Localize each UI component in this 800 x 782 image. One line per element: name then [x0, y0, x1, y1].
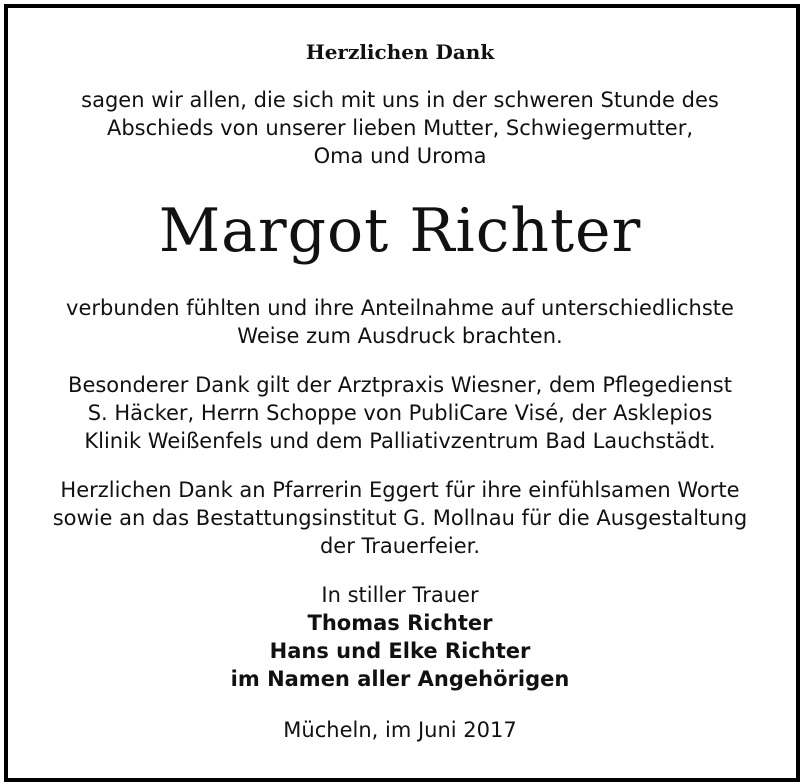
intro-line-2: Abschieds von unserer lieben Mutter, Schwiegermutter, [106, 116, 694, 140]
deceased-name: Margot Richter [158, 196, 642, 266]
para3-line-1: Herzlichen Dank an Pfarrerin Eggert für ihre einfühlsamen Worte [60, 478, 740, 502]
mourner-name: Thomas Richter [307, 611, 493, 635]
para1-line-2: Weise zum Ausdruck brachten. [237, 324, 563, 348]
intro-line-1: sagen wir allen, die sich mit uns in der schweren Stunde des [81, 88, 719, 112]
mourner-name: Hans und Elke Richter [269, 639, 531, 663]
intro-line-3: Oma und Uroma [313, 144, 487, 168]
para3-line-2: sowie an das Bestattungsinstitut G. Mollnau für die Ausgestaltung [52, 506, 748, 530]
notice-heading: Herzlichen Dank [305, 40, 495, 64]
place-date: Mücheln, im Juni 2017 [283, 718, 517, 742]
para2-line-1: Besonderer Dank gilt der Arztpraxis Wiesner, dem Pflegedienst [68, 373, 732, 397]
para2-line-2: S. Häcker, Herrn Schoppe von PubliCare Visé, der Asklepios [87, 401, 713, 425]
mourner-name: im Namen aller Angehörigen [230, 667, 570, 691]
para2-line-3: Klinik Weißenfels und dem Palliativzentrum Bad Lauchstädt. [84, 429, 716, 453]
para1-line-1: verbunden fühlten und ihre Anteilnahme auf unterschiedlichste [66, 296, 734, 320]
mourning-intro: In stiller Trauer [321, 583, 479, 607]
para3-line-3: der Trauerfeier. [319, 534, 481, 558]
